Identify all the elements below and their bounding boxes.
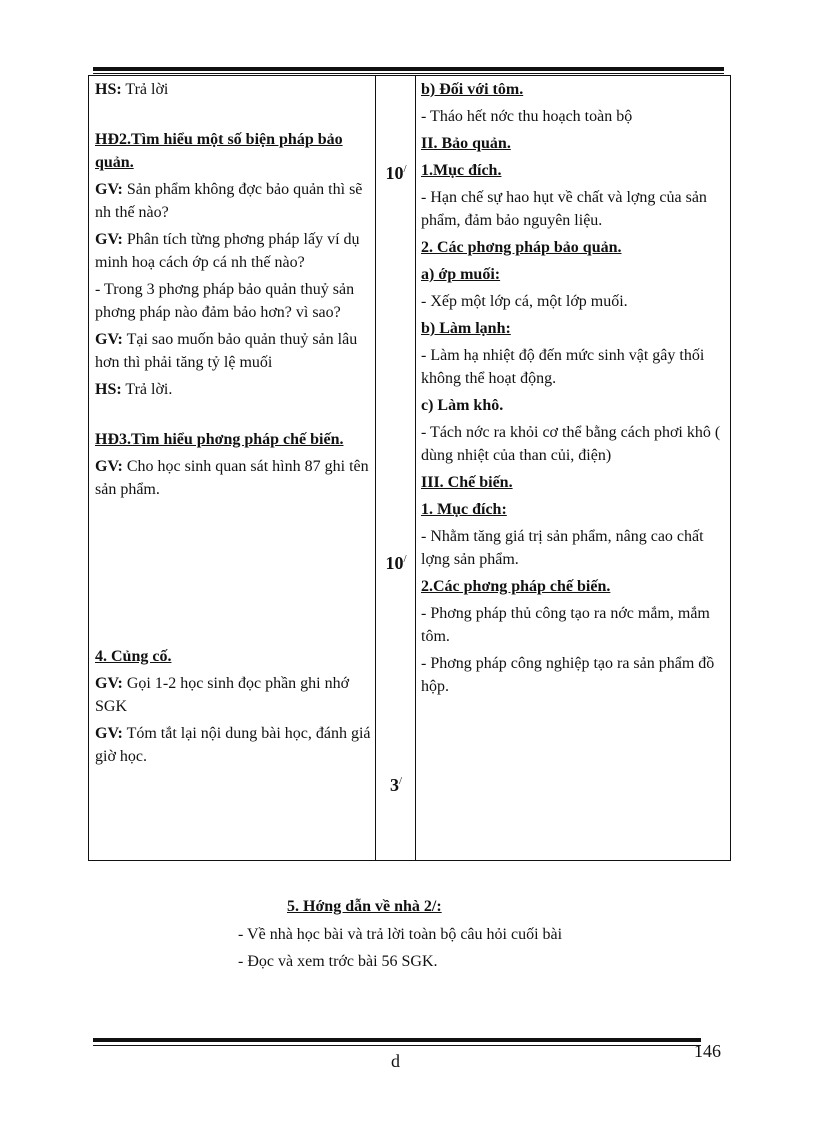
- muc-dich-1-text: - Hạn chế sự hao hụt về chất và lợng của sản phẩm, đảm bảo nguyên liệu.: [421, 189, 707, 229]
- salting-text: - Xếp một lớp cá, một lớp muối.: [421, 293, 628, 310]
- time-3: 3/: [389, 775, 403, 795]
- gv-question-5: GV: Gọi 1-2 học sinh đọc phần ghi nhớ SGK: [95, 675, 350, 715]
- muc-dich-2-text: - Nhằm tăng giá trị sản phẩm, nâng cao chất lợng sản phẩm.: [421, 528, 704, 568]
- hd3-heading: HĐ3.Tìm hiểu phơng pháp chế biến.: [95, 431, 344, 448]
- bottom-thin-rule: [93, 1045, 701, 1046]
- b-tom-heading: b) Đối với tôm.: [421, 81, 524, 98]
- teacher-activities-column: [89, 76, 376, 860]
- lesson-table: [88, 75, 731, 861]
- cooling-heading: b) Làm lạnh:: [421, 320, 511, 337]
- bottom-thick-rule: [93, 1038, 701, 1042]
- homework-line-1: - Về nhà học bài và trả lời toàn bộ câu hỏi cuối bài: [238, 926, 563, 943]
- gv-question-4: GV: Cho học sinh quan sát hình 87 ghi tên sản phẩm.: [95, 458, 369, 498]
- hd2-heading: HĐ2.Tìm hiểu một số biện pháp bảo quản.: [95, 131, 343, 171]
- content-column: [416, 76, 730, 860]
- question-methods: - Trong 3 phơng pháp bảo quản thuỷ sản phơng pháp nào đảm bảo hơn? vì sao?: [95, 281, 355, 321]
- gv-question-6: GV: Tóm tắt lại nội dung bài học, đánh giá giờ học.: [95, 725, 371, 765]
- preservation-methods-heading: 2. Các phơng pháp bảo quản.: [421, 239, 622, 256]
- time-10-a: 10/: [385, 163, 407, 183]
- page-number: 146: [694, 1041, 721, 1061]
- gv-question-3: GV: Tại sao muốn bảo quản thuỷ sản lâu hơn thì phải tăng tỷ lệ muối: [95, 331, 358, 371]
- salting-heading: a) ớp muối:: [421, 266, 501, 283]
- time-column: [376, 76, 416, 860]
- top-thin-rule: [93, 73, 724, 74]
- processing-methods-heading: 2.Các phơng pháp chế biến.: [421, 578, 611, 595]
- hs-answer-2: HS: Trả lời.: [95, 381, 173, 398]
- homework-title: 5. Hớng dẫn về nhà 2/:: [287, 898, 442, 915]
- processing-method-2: - Phơng pháp công nghiệp tạo ra sản phẩm đồ hộp.: [421, 655, 715, 695]
- muc-dich-1-heading: 1.Mục đích.: [421, 162, 502, 179]
- processing-method-1: - Phơng pháp thủ công tạo ra nớc mắm, mắm tôm.: [421, 605, 710, 645]
- gv-question-1: GV: Sản phẩm không đợc bảo quản thì sẽ nh thế nào?: [95, 181, 363, 221]
- cooling-text: - Làm hạ nhiệt độ đến mức sinh vật gây thối không thể hoạt động.: [421, 347, 705, 387]
- section-iii-heading: III. Chế biến.: [421, 474, 513, 491]
- b-tom-text: - Tháo hết nớc thu hoạch toàn bộ: [421, 108, 633, 125]
- hs-answer-1: HS: Trả lời: [95, 81, 169, 98]
- cung-co-heading: 4. Củng cố.: [95, 648, 172, 665]
- footer-letter: d: [391, 1051, 400, 1071]
- drying-heading: c) Làm khô.: [421, 397, 504, 414]
- homework-line-2: - Đọc và xem trớc bài 56 SGK.: [238, 953, 438, 970]
- drying-text: - Tách nớc ra khỏi cơ thể bằng cách phơi khô ( dùng nhiệt của than củi, điện): [421, 424, 721, 464]
- top-thick-rule: [93, 67, 724, 71]
- gv-question-2: GV: Phân tích từng phơng pháp lấy ví dụ minh hoạ cách ớp cá nh thế nào?: [95, 231, 360, 271]
- time-10-b: 10/: [385, 553, 407, 573]
- section-ii-heading: II. Bảo quản.: [421, 135, 511, 152]
- muc-dich-2-heading: 1. Mục đích:: [421, 501, 507, 518]
